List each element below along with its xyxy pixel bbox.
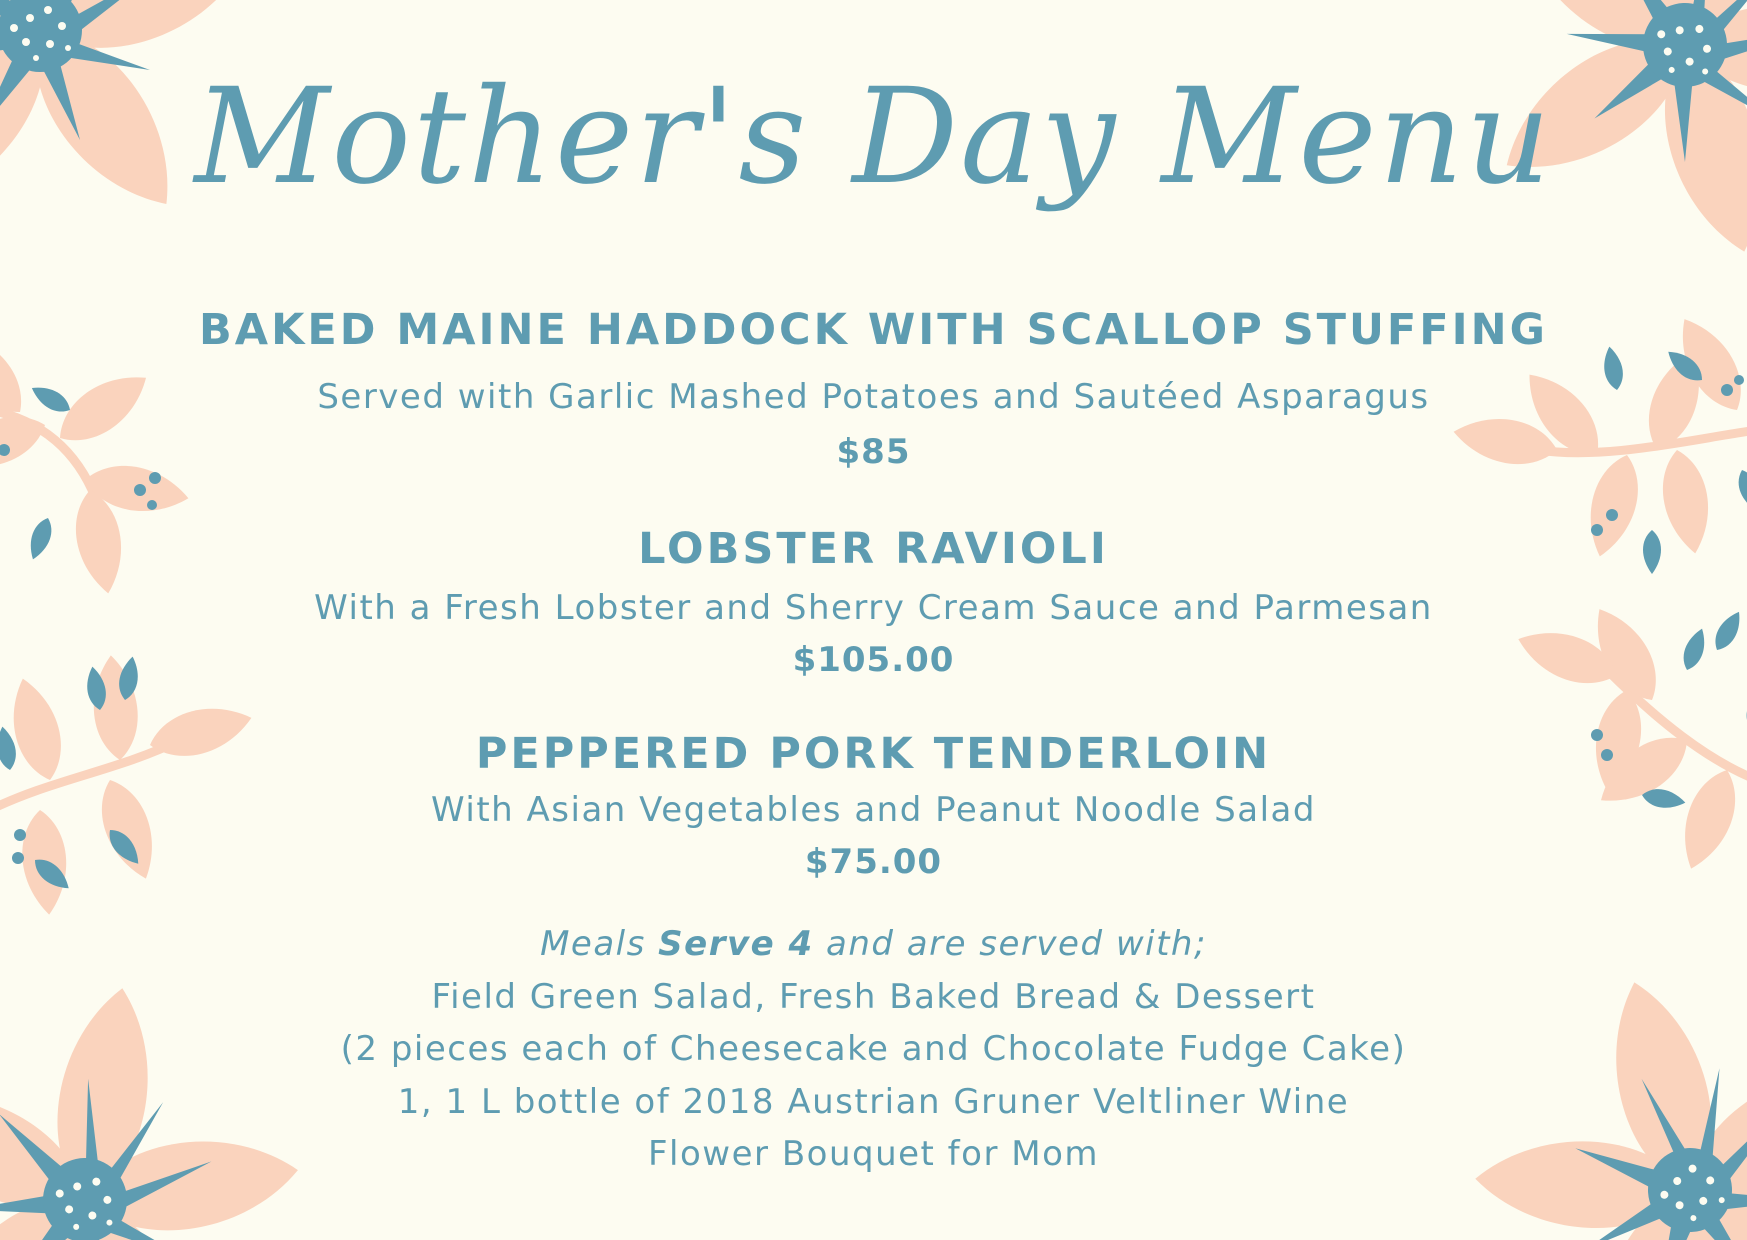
dish-description: With Asian Vegetables and Peanut Noodle Salad xyxy=(431,790,1316,830)
page-title: Mother's Day Menu xyxy=(194,60,1553,214)
dish-name: BAKED MAINE HADDOCK WITH SCALLOP STUFFING xyxy=(199,305,1548,355)
dish-price: $85 xyxy=(836,432,911,472)
included-item: (2 pieces each of Cheesecake and Chocolate Fudge Cake) xyxy=(340,1029,1407,1069)
serving-note xyxy=(0,918,1747,971)
dish-price: $105.00 xyxy=(792,640,955,680)
serving-note-prefix: Meals xyxy=(540,924,659,964)
included-item: Field Green Salad, Fresh Baked Bread & Dessert xyxy=(431,976,1316,1017)
dish-price: $75.00 xyxy=(804,842,943,882)
dish-name: LOBSTER RAVIOLI xyxy=(638,524,1109,574)
included-item: Flower Bouquet for Mom xyxy=(648,1134,1099,1174)
serving-count: Serve 4 xyxy=(658,924,814,964)
serving-note-suffix: and are served with; xyxy=(813,924,1207,964)
included-item: 1, 1 L bottle of 2018 Austrian Gruner Veltliner Wine xyxy=(397,1081,1350,1122)
dish-description: Served with Garlic Mashed Potatoes and Sautéed Asparagus xyxy=(317,377,1430,417)
dish-description: With a Fresh Lobster and Sherry Cream Sauce and Parmesan xyxy=(314,588,1433,628)
meal-notes xyxy=(0,918,1747,1181)
dish-name: PEPPERED PORK TENDERLOIN xyxy=(475,729,1272,779)
